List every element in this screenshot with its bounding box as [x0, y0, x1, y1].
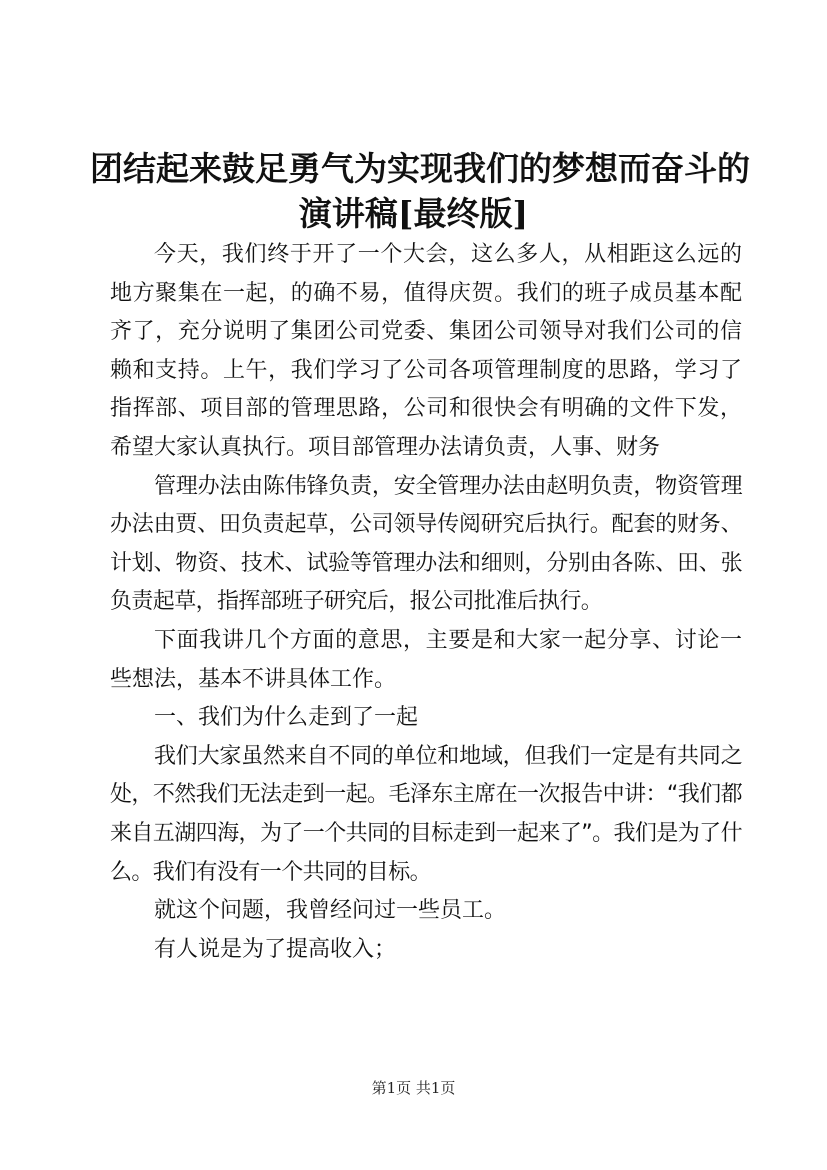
- page-number-footer: 第1页 共1页: [371, 1079, 456, 1097]
- section-heading-1: 一、我们为什么走到了一起: [154, 705, 419, 731]
- document-title: [90, 146, 750, 236]
- document-body: [110, 236, 742, 969]
- paragraph-intro-topics: 下面我讲几个方面的意思，主要是和大家一起分享、讨论一些想法，基本不讲具体工作。: [110, 627, 742, 692]
- paragraph-asked-employees: 就这个问题，我曾经问过一些员工。: [154, 898, 507, 924]
- paragraph-income-answer: 有人说是为了提高收入；: [154, 936, 397, 962]
- paragraph-common-goal: 我们大家虽然来自不同的单位和地域，但我们一定是有共同之处，不然我们无法走到一起。毛泽东主席在一次报告中讲：“我们都来自五湖四海，为了一个共同的目标走到一起来了”。我们是为了什么。我们有没有一个共同的目标。: [110, 743, 742, 885]
- document-title-line-1: 团结起来鼓足勇气为实现我们的梦想而奋斗的: [90, 149, 750, 188]
- paragraph-management-methods: 管理办法由陈伟锋负责，安全管理办法由赵明负责，物资管理办法由贾、田负责起草，公司领导传阅研究后执行。配套的财务、计划、物资、技术、试验等管理办法和细则，分别由各陈、田、张负责起草，指挥部班子研究后，报公司批准后执行。: [110, 473, 742, 615]
- document-title-line-2: 演讲稿[最终版]: [298, 194, 529, 233]
- paragraph-opening: 今天，我们终于开了一个大会，这么多人，从相距这么远的地方聚集在一起，的确不易，值得庆贺。我们的班子成员基本配齐了，充分说明了集团公司党委、集团公司领导对我们公司的信赖和支持。上午，我们学习了公司各项管理制度的思路，学习了指挥部、项目部的管理思路，公司和很快会有明确的文件下发，希望大家认真执行。项目部管理办法请负责，人事、财务: [110, 242, 742, 460]
